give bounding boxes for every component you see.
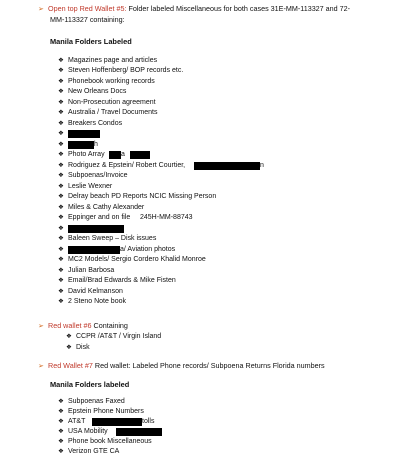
diamond-bullet-icon: ❖ — [58, 428, 64, 435]
diamond-bullet-icon: ❖ — [58, 235, 64, 242]
wallet-6-description: Containing — [91, 321, 128, 330]
wallet-7-line — [38, 361, 325, 370]
diamond-bullet-icon: ❖ — [58, 287, 64, 295]
diamond-bullet-icon: ❖ — [58, 193, 64, 200]
diamond-bullet-icon: ❖ — [58, 67, 64, 74]
wallet-6-line — [38, 321, 128, 330]
diamond-bullet-icon: ❖ — [58, 224, 64, 232]
redaction-bar — [68, 246, 120, 254]
wallet-7-label: Red Wallet #7 — [48, 361, 93, 370]
diamond-bullet-icon: ❖ — [58, 57, 64, 64]
arrow-bullet-icon: ➢ — [38, 361, 45, 370]
document-page: ➢ Open top Red Wallet #5: Folder labeled Miscellaneous for both cases 31E-MM-113327 and 72- MM-113327 containing: Manila Folders Labeled ❖ Magazines page and articles ❖ Steven Hoffenberg/ BOP records etc. ❖ Phonebook working records ❖ New Orleans Docs ❖ Non-Prosecution agreement ❖ Australia / Travel Documents ❖ Breakers Condos ❖ ❖ h ❖ Photo Array a ❖ Rodriguez & Epstein/ Robert Courtier, n ❖ Subpoenas/Invoice ❖ Leslie Wexner ❖ Delray beach PD Reports NCIC Missing Person ❖ Miles & Cathy Alexander ❖ Eppinger and on file 245H-MM-88743 ❖ ❖ Baleen Sweep – Disk issues ❖ a/ Aviation photos ❖ MC2 Models/ Sergio Cordero Khalid Monroe ❖ Julian Barbosa ❖ Email/Brad Edwards & Mike Fisten ❖ David Kelmanson ❖ 2 Steno Note book ➢ Red wallet #6 Containing ❖ CCPR /AT&T / Virgin Island ❖ Disk ➢ Red Wallet #7 Red wallet: Labeled Phone records/ Subpoena Returns Florida numbers Manila Folders labeled ❖ Subpoenas Faxed ❖ Epstein Phone Numbers ❖ AT&T tolls ❖ USA Mobility ❖ Phone book Miscellaneous ❖ Verizon GTE CA — [38, 4, 351, 455]
arrow-bullet-icon: ➢ — [38, 321, 45, 330]
redaction-bar — [194, 162, 260, 170]
diamond-bullet-icon: ❖ — [58, 109, 64, 116]
manila-folders-heading-2: Manila Folders labeled — [50, 380, 130, 389]
diamond-bullet-icon: ❖ — [58, 214, 64, 221]
wallet-5-continuation: MM-113327 containing: — [50, 15, 125, 24]
diamond-bullet-icon: ❖ — [66, 333, 72, 340]
redaction-bar — [68, 130, 100, 138]
wallet-5-line — [38, 4, 350, 13]
diamond-bullet-icon: ❖ — [58, 119, 64, 127]
redaction-bar — [68, 141, 94, 149]
diamond-bullet-icon: ❖ — [58, 418, 64, 425]
wallet-5-description: Folder labeled Miscellaneous for both cases 31E-MM-113327 and 72- — [126, 4, 351, 13]
diamond-bullet-icon: ❖ — [58, 448, 64, 455]
diamond-bullet-icon: ❖ — [58, 256, 64, 263]
diamond-bullet-icon: ❖ — [58, 398, 64, 405]
wallet-5-label: Open top Red Wallet #5: — [48, 4, 127, 13]
redaction-bar — [68, 225, 124, 233]
diamond-bullet-icon: ❖ — [58, 298, 64, 305]
diamond-bullet-icon: ❖ — [66, 344, 72, 351]
redaction-bar — [116, 428, 162, 436]
diamond-bullet-icon: ❖ — [58, 182, 64, 190]
wallet-6-label: Red wallet #6 — [48, 321, 92, 330]
diamond-bullet-icon: ❖ — [58, 438, 64, 445]
diamond-bullet-icon: ❖ — [58, 151, 64, 158]
redaction-bar — [92, 418, 142, 426]
diamond-bullet-icon: ❖ — [58, 161, 64, 169]
diamond-bullet-icon: ❖ — [58, 98, 64, 106]
redaction-bar — [109, 151, 121, 159]
diamond-bullet-icon: ❖ — [58, 140, 64, 148]
diamond-bullet-icon: ❖ — [58, 77, 64, 85]
diamond-bullet-icon: ❖ — [58, 130, 64, 137]
diamond-bullet-icon: ❖ — [58, 172, 64, 179]
diamond-bullet-icon: ❖ — [58, 203, 64, 211]
arrow-bullet-icon: ➢ — [38, 4, 45, 13]
redaction-bar — [130, 151, 150, 159]
diamond-bullet-icon: ❖ — [58, 88, 64, 95]
diamond-bullet-icon: ❖ — [58, 408, 64, 415]
diamond-bullet-icon: ❖ — [58, 277, 64, 284]
wallet-7-description: Red wallet: Labeled Phone records/ Subpoena Returns Florida numbers — [92, 361, 325, 370]
manila-folders-heading: Manila Folders Labeled — [50, 37, 132, 46]
diamond-bullet-icon: ❖ — [58, 266, 64, 274]
diamond-bullet-icon: ❖ — [58, 245, 64, 253]
